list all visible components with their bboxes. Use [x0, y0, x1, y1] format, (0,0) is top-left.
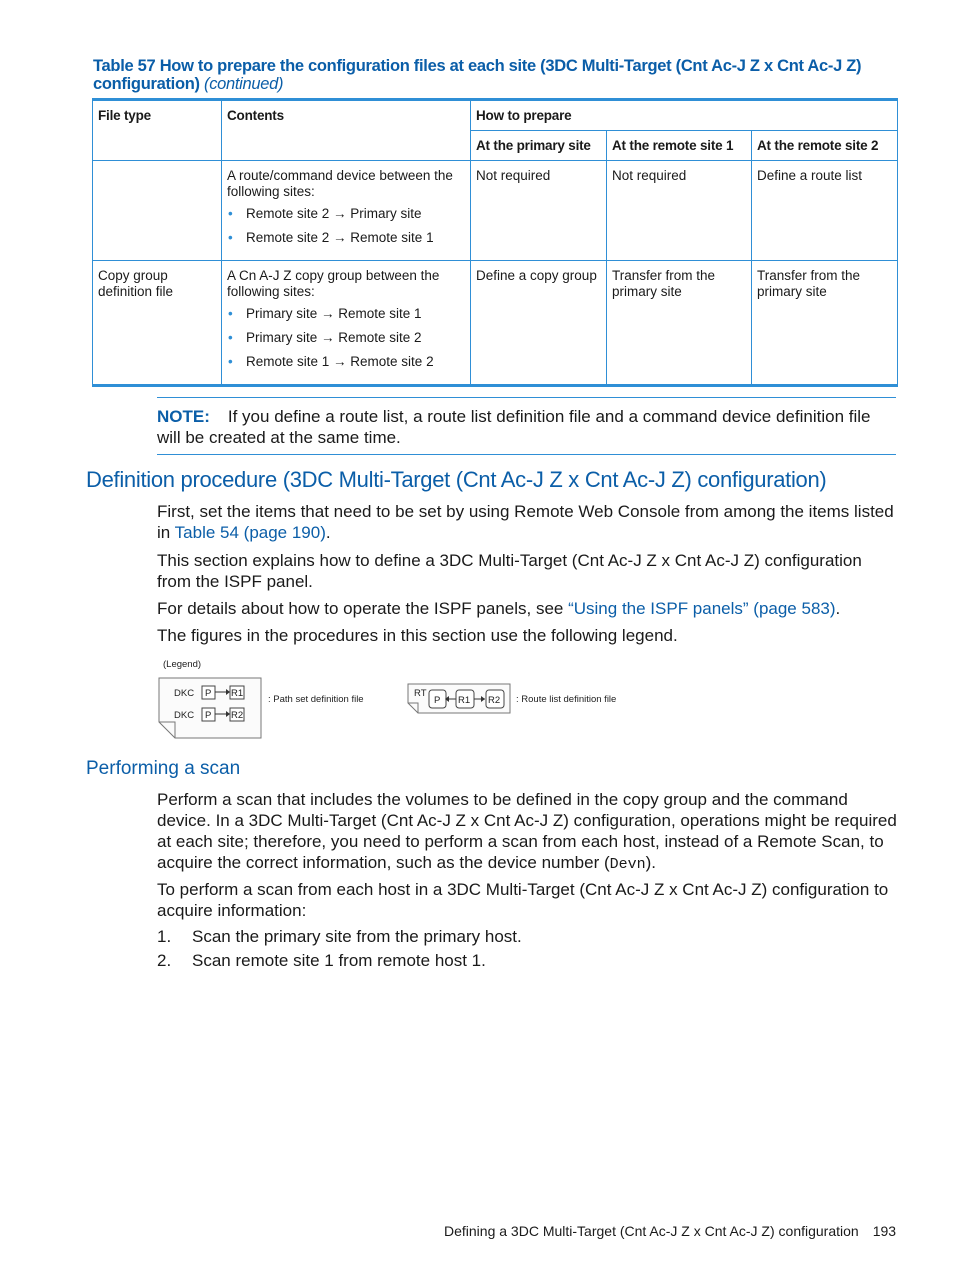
path-set-file-icon: [159, 678, 261, 738]
list-item: [157, 926, 522, 947]
footer-title: Defining a 3DC Multi-Target (Cnt Ac-J Z x Cnt Ac-J Z) configuration: [444, 1223, 859, 1239]
site-list: [227, 206, 465, 246]
legend-r1-2: R1: [458, 695, 471, 706]
cell-remote-1: Transfer from the primary site: [607, 261, 752, 386]
legend-p-1: P: [205, 688, 212, 699]
paragraph-text: For details about how to operate the ISPF panels, see: [157, 599, 569, 618]
page-footer: [444, 1223, 896, 1239]
legend-rt: RT: [414, 688, 427, 699]
paragraph: To perform a scan from each host in a 3DC Multi-Target (Cnt Ac-J Z x Cnt Ac-J Z) configuration to acquire information:: [157, 880, 889, 920]
cell-remote-2: Transfer from the primary site: [752, 261, 898, 386]
route-list-label: : Route list definition file: [516, 694, 617, 705]
cell-contents: [222, 261, 471, 386]
legend-r2-2: R2: [488, 695, 501, 706]
note-text: If you define a route list, a route list definition file and a command device definition file will be created at the same time.: [157, 407, 871, 447]
paragraph-text: ).: [645, 853, 657, 872]
legend-dkc-2: DKC: [174, 710, 195, 721]
cell-primary: Not required: [471, 161, 607, 261]
cell-file-type: Copy group definition file: [93, 261, 222, 386]
paragraph: This section explains how to define a 3DC Multi-Target (Cnt Ac-J Z x Cnt Ac-J Z) configuration from the ISPF panel.: [157, 551, 862, 591]
note-box: [157, 397, 896, 455]
table-54-link[interactable]: Table 54 (page 190): [174, 523, 326, 542]
list-item: • Remote site 2 → Primary site: [241, 206, 465, 222]
note-label: NOTE:: [157, 407, 210, 426]
table-row: [93, 261, 898, 386]
list-item: • Remote site 2 → Remote site 1: [241, 230, 465, 246]
step-text: Scan the primary site from the primary host.: [192, 927, 522, 946]
step-number: 2.: [157, 951, 172, 970]
table-row: [93, 161, 898, 261]
legend-figure: [158, 656, 638, 742]
table-continued-label: (continued): [204, 75, 284, 93]
list-item: [157, 950, 486, 971]
table-caption-text: Table 57 How to prepare the configuration files at each site (3DC Multi-Target (Cnt Ac-J Z x Cnt Ac-J Z) configuration): [93, 57, 862, 93]
header-contents: Contents: [222, 100, 471, 161]
legend-r1-1: R1: [231, 688, 244, 699]
contents-intro: A Cn A-J Z copy group between the following sites:: [227, 268, 440, 299]
legend-r2-1: R2: [231, 710, 244, 721]
header-file-type: File type: [93, 100, 222, 161]
subsection-title: Performing a scan: [86, 758, 241, 779]
paragraph: [157, 789, 899, 875]
cell-contents: [222, 161, 471, 261]
header-primary-site: At the primary site: [471, 131, 607, 161]
paragraph: [157, 598, 899, 619]
step-number: 1.: [157, 927, 172, 946]
header-how-to-prepare: How to prepare: [471, 100, 898, 131]
cell-remote-2: Define a route list: [752, 161, 898, 261]
ispf-panels-link[interactable]: “Using the ISPF panels” (page 583): [568, 599, 836, 618]
header-remote-site-1: At the remote site 1: [607, 131, 752, 161]
cell-primary: Define a copy group: [471, 261, 607, 386]
table-caption: [93, 57, 903, 93]
paragraph: The figures in the procedures in this section use the following legend.: [157, 626, 678, 645]
contents-intro: A route/command device between the following sites:: [227, 168, 453, 199]
page-number: 193: [872, 1223, 897, 1239]
route-list-file-icon: [408, 684, 510, 713]
legend-p-3: P: [434, 695, 441, 706]
paragraph-text: First, set the items that need to be set by using Remote Web Console from among the items listed in: [157, 502, 894, 542]
legend-title: (Legend): [163, 659, 202, 670]
legend-dkc-1: DKC: [174, 688, 195, 699]
section-title: Definition procedure (3DC Multi-Target (Cnt Ac-J Z x Cnt Ac-J Z) configuration): [86, 467, 827, 492]
site-list: [227, 306, 465, 370]
cell-file-type: [93, 161, 222, 261]
prep-table: [92, 98, 898, 387]
step-text: Scan remote site 1 from remote host 1.: [192, 951, 486, 970]
paragraph-text: Perform a scan that includes the volumes to be defined in the copy group and the command device. In a 3DC Multi-Target (Cnt Ac-J Z x Cnt Ac-J Z) configuration, operations might be required at each site; therefore, you need to perform a scan from each host, instead of a Remote Scan, to acquire the correct information, such as the device number (: [157, 790, 897, 872]
list-item: • Remote site 1 → Remote site 2: [241, 354, 465, 370]
paragraph-text: .: [835, 599, 841, 618]
paragraph-text: .: [325, 523, 331, 542]
cell-remote-1: Not required: [607, 161, 752, 261]
table-header-row: [93, 100, 898, 131]
devn-code: Devn: [609, 856, 646, 873]
legend-p-2: P: [205, 710, 212, 721]
path-set-label: : Path set definition file: [268, 694, 364, 705]
list-item: • Primary site → Remote site 2: [241, 330, 465, 346]
list-item: • Primary site → Remote site 1: [241, 306, 465, 322]
paragraph: [157, 501, 899, 543]
header-remote-site-2: At the remote site 2: [752, 131, 898, 161]
